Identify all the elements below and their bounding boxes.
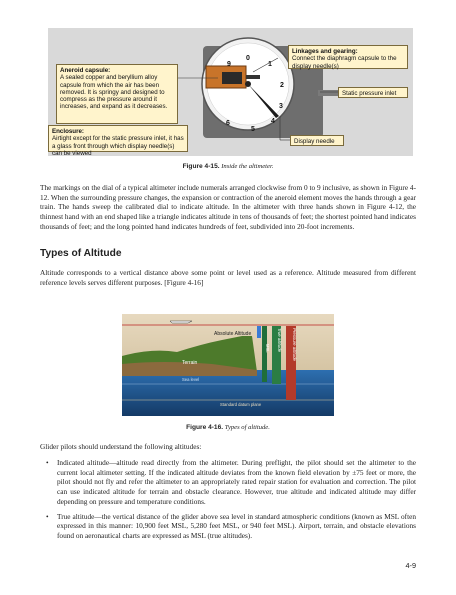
altitude-bullet-list [40, 458, 416, 546]
standard-datum-label: Standard datum plane [220, 402, 262, 407]
dial-number: 2 [280, 82, 284, 89]
paragraph-altimeter-markings: The markings on the dial of a typical altimeter include numerals arranged clockwise from 0 to 9 inclusive, as shown in Figure 4-12. When the surrounding pressure changes, the expansion or contraction of the aneroid element moves the hands through a gear train. The hands sweep the calibrated dial to indicate altitude. In the altimeter with three hands shown in Figure 4-12, the thinnest hand with an end shaped like a triangle indicates altitude in tens of thousands of feet; the shortest pointed hand indicates thousands of feet; and the long pointed hand indicates hundreds of feet, subdivided into 20-foot increments. [40, 183, 416, 231]
page-number: 4-9 [405, 561, 416, 570]
dial-number: 9 [227, 61, 231, 68]
paragraph-altitude-definition: Altitude corresponds to a vertical distance above some point or level used as a reference. Altitude measured from different reference levels serves different purposes. [Figure 4-16] [40, 268, 416, 287]
msl-label: MSL [265, 344, 270, 353]
figure-caption-4-16: Figure 4-16. Types of altitude. [186, 424, 270, 431]
gear-box [222, 72, 242, 84]
dial-number: 5 [251, 126, 255, 133]
section-heading: Types of Altitude [40, 248, 122, 259]
sea [122, 370, 334, 416]
pressure-altitude-label: Pressure altitude [292, 328, 297, 361]
list-item: • Indicated altitude—altitude read directly from the altimeter. During preflight, the pilot should set the altimeter to the current local altimeter setting. If the indicated altitude deviates from the known field elevation by ±75 feet or more, the pilot should not fly and refer the altimeter to an appropriately rated repair station for evaluation and correction. The pilot can use indicated altitude for terrain and obstacle clearance. However, true altitude and indicated altitude may differ depending on pressure and temperature conditions. [46, 458, 416, 506]
altimeter-figure [48, 28, 413, 156]
dial-number: 6 [226, 120, 230, 127]
bullet-glyph: • [46, 458, 49, 467]
dial-number: 3 [279, 103, 283, 110]
true-altitude-label: True altitude [277, 328, 282, 353]
static-inlet-callout: Static pressure inlet [338, 87, 408, 98]
bullet-glyph: • [46, 511, 49, 521]
terrain-label: Terrain [182, 360, 198, 366]
altitude-types-figure [122, 314, 334, 416]
dial-number: 0 [246, 55, 250, 62]
absolute-altitude-arrow [257, 326, 261, 338]
linkages-callout: Linkages and gearing: Connect the diaphragm capsule to the display needle(s) [288, 45, 408, 69]
dial-number: 1 [268, 61, 272, 68]
absolute-altitude-label: Absolute Altitude [214, 331, 252, 337]
sea-level-label: Sea level [182, 377, 200, 382]
linkage-bar [246, 75, 260, 79]
msl-arrow [262, 326, 267, 382]
figure-caption-4-15: Figure 4-15. Inside the altimeter. [182, 163, 274, 170]
glider-shape [170, 321, 192, 323]
enclosure-callout: Enclosure: Airtight except for the static pressure inlet, it has a glass front through which display needle(s) can be viewed [48, 125, 188, 152]
display-needle-callout: Display needle [290, 135, 344, 146]
aneroid-callout: Aneroid capsule: A sealed copper and beryllium alloy capsule from which the air has been removed. It is springy and designed to compress as the pressure around it increases, and expand as it decreases. [56, 64, 178, 124]
static-pipe [318, 90, 338, 96]
paragraph-glider-pilots: Glider pilots should understand the following altitudes: [40, 442, 202, 451]
dial-number: 4 [271, 118, 275, 125]
altitude-illustration [122, 314, 334, 416]
list-item: • True altitude—the vertical distance of the glider above sea level in standard atmospheric conditions (known as MSL often expressed in this manner: 10,900 feet MSL, 5,280 feet MSL, or 940 feet MSL). Airport, terrain, and obstacle elevations found on aeronautical charts are expressed as MSL (true altitudes). [46, 511, 416, 540]
